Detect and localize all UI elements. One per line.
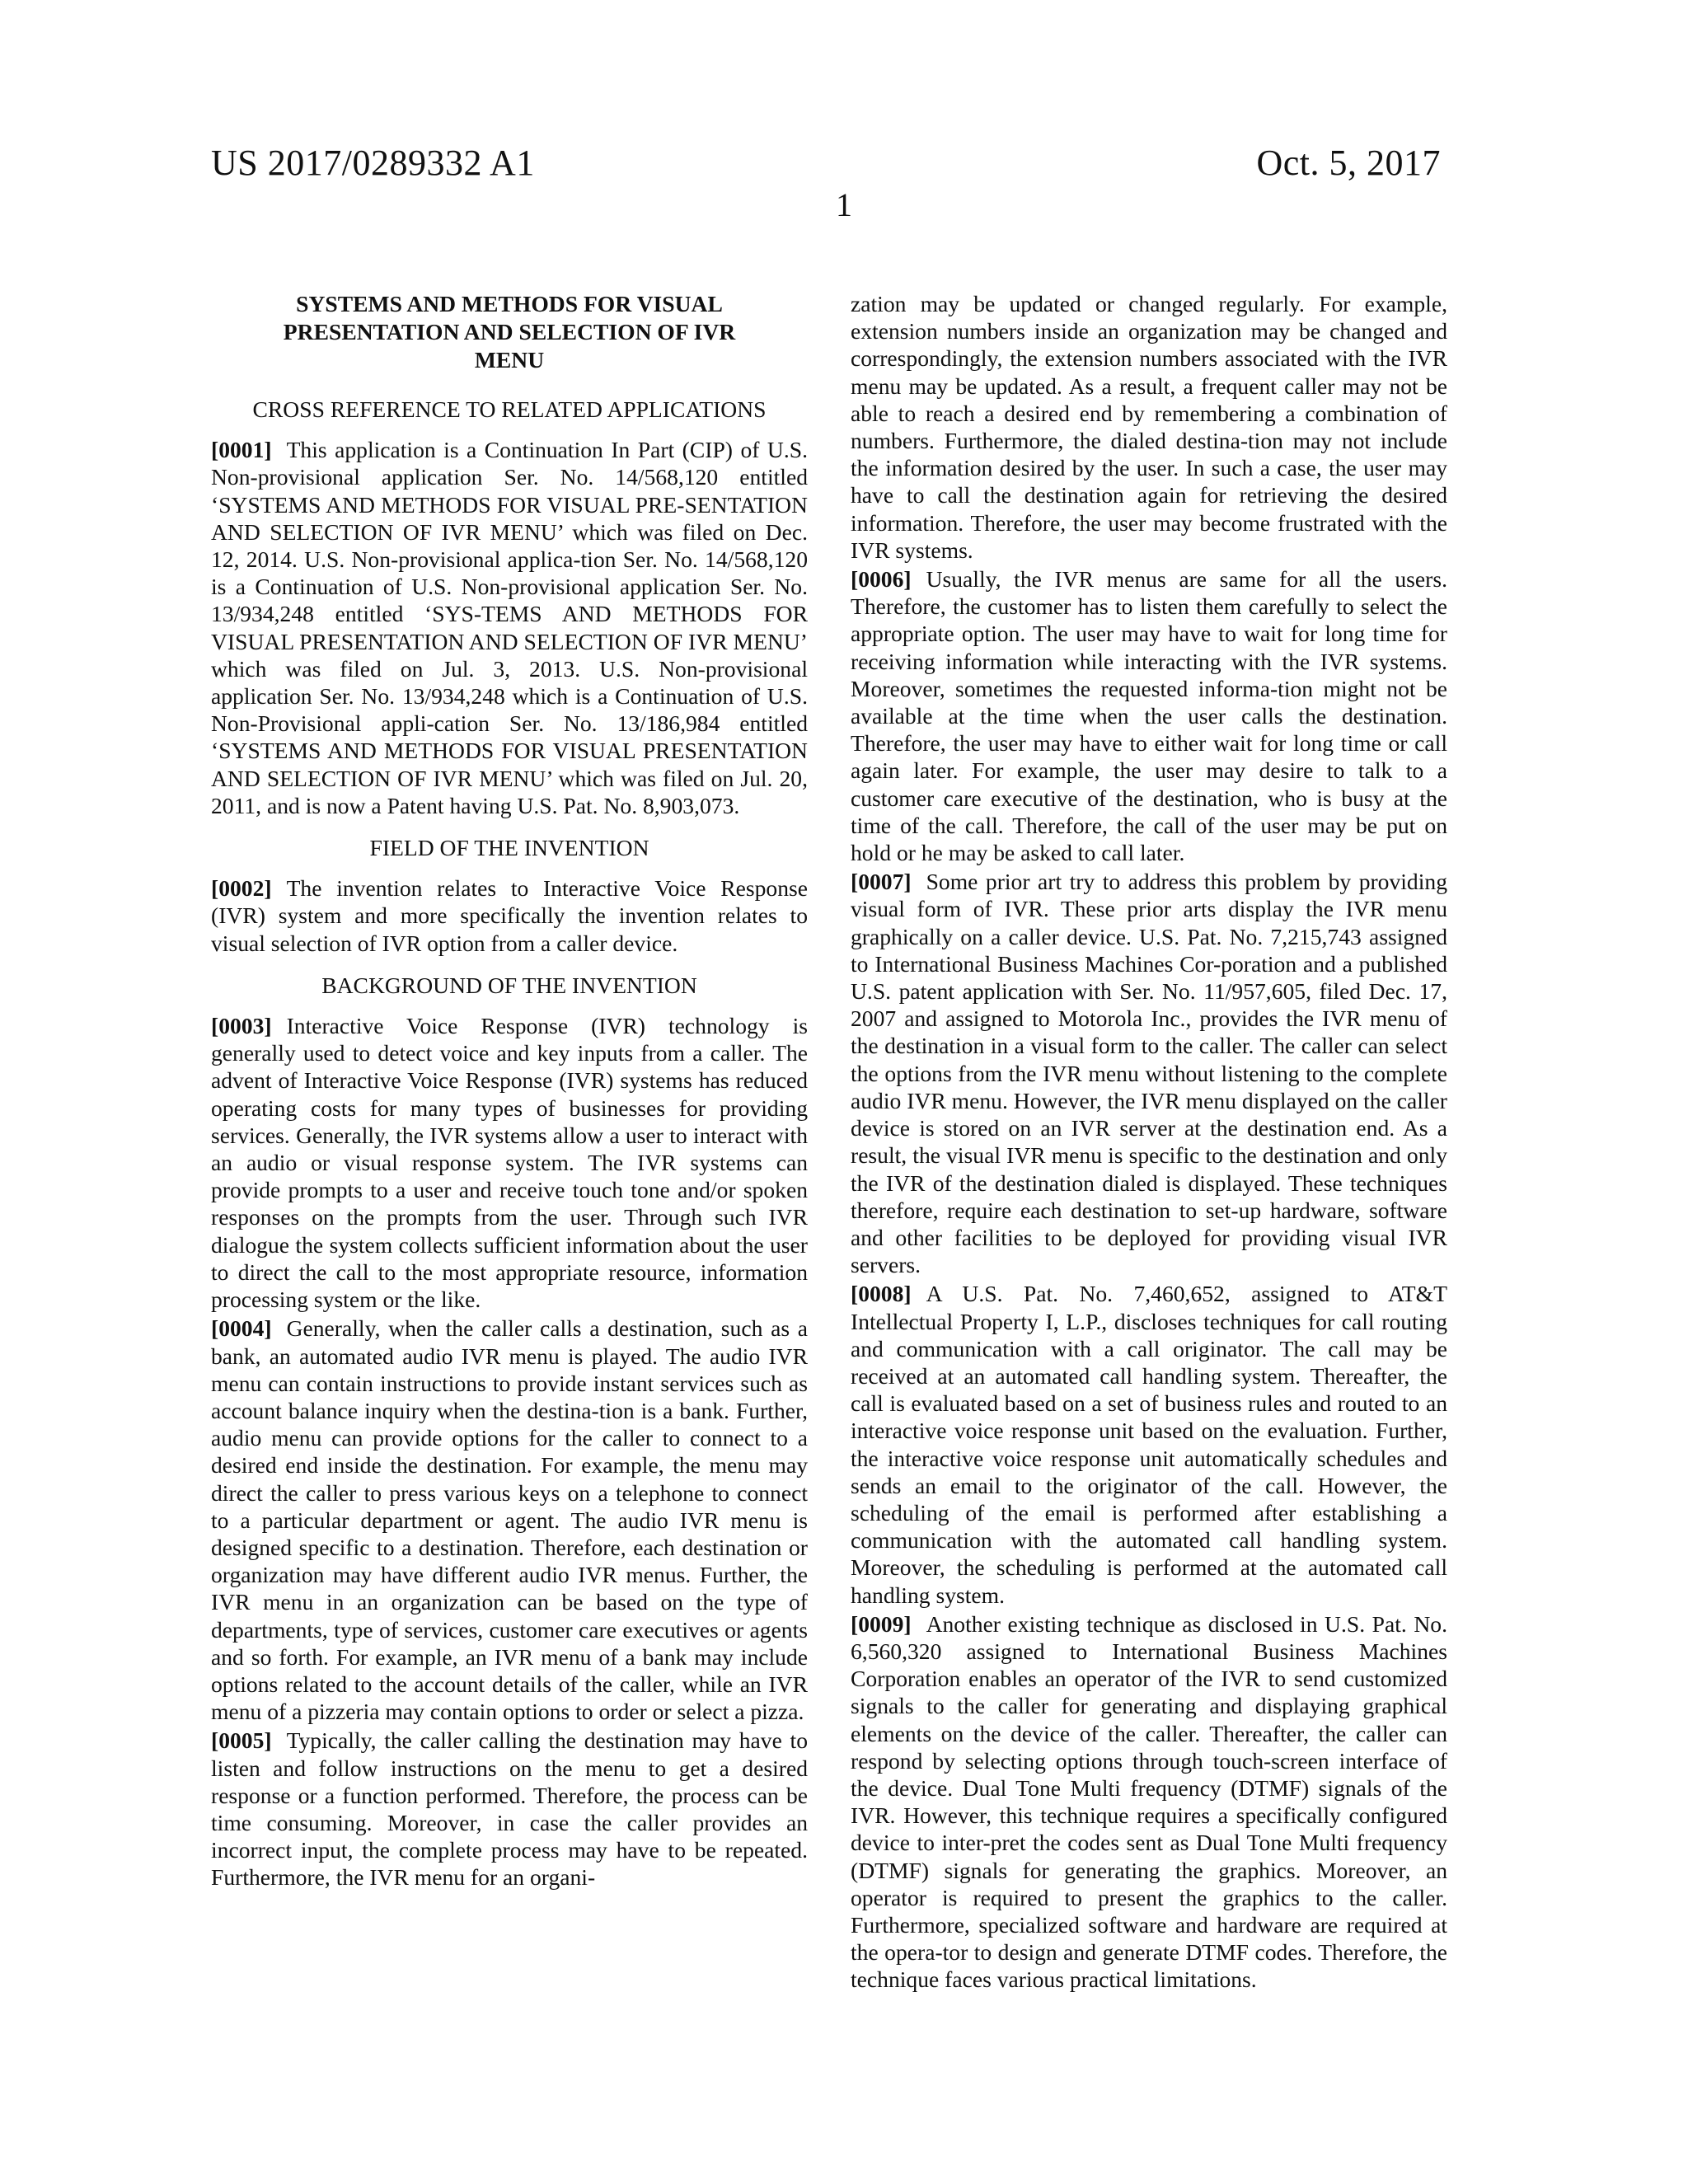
publication-number: US 2017/0289332 A1 xyxy=(211,143,535,183)
paragraph-0002 xyxy=(211,874,808,957)
background-heading: BACKGROUND OF THE INVENTION xyxy=(321,972,697,998)
paragraph-number: [0006] xyxy=(851,566,912,593)
paragraph-0005 xyxy=(211,1727,808,1891)
paragraph-0001 xyxy=(211,436,808,819)
paragraph-number: [0008] xyxy=(851,1281,912,1307)
paragraph-text: Typically, the caller calling the destination may have to listen and follow instructions on the menu to get a desired response or a function performed. Therefore, the process can be time consuming. Moreover, in case the caller provides an incorrect input, the complete process may have to be repeated. Furthermore, the IVR menu for an organi- xyxy=(211,1727,808,1891)
paragraph-0003 xyxy=(211,1012,808,1313)
paragraph-number: [0002] xyxy=(211,875,272,902)
paragraph-number: [0007] xyxy=(851,869,912,895)
paragraph-0004 xyxy=(211,1315,808,1725)
paragraph-text: Usually, the IVR menus are same for all the users. Therefore, the customer has to listen them carefully to select the appropriate option. The user may have to wait for long time for receiving information while interacting with the IVR systems. Moreover, sometimes the requested informa-tion might not be available at the time when the user calls the destination. Therefore, the user may have to either wait for long time or call again later. For example, the user may desire to talk to a customer care executive of the destination, who is busy at the time of the call. Therefore, the call of the user may be put on hold or he may be asked to call later. xyxy=(851,566,1447,866)
paragraph-text: Generally, when the caller calls a destination, such as a bank, an automated audio IVR menu is played. The audio IVR menu can contain instructions to provide instant services such as account balance inquiry when the destina-tion is a bank. Further, audio menu can provide options for the caller to connect to a desired end inside the destination. For example, the menu may direct the caller to press various keys on a telephone to connect to a particular department or agent. The audio IVR menu is designed specific to a destination. Therefore, each destination or organization may have different audio IVR menus. Further, the IVR menu in an organization can be based on the type of departments, type of services, customer care executives or agents and so forth. For example, an IVR menu of a bank may include options related to the account details of the caller, while an IVR menu of a pizzeria may contain options to order or select a pizza. xyxy=(211,1315,808,1725)
paragraph-number: [0005] xyxy=(211,1727,272,1754)
paragraph-0009 xyxy=(851,1610,1447,1994)
paragraph-number: [0009] xyxy=(851,1610,912,1637)
page-number: 1 xyxy=(836,186,852,223)
paragraph-number: [0001] xyxy=(211,437,272,463)
paragraph-text: This application is a Continuation In Part (CIP) of U.S. Non-provisional application Ser. No. 14/568,120 entitled ‘SYSTEMS AND METHODS FOR VISUAL PRE-SENTATION AND SELECTION OF IVR MENU’ which was filed on Dec. 12, 2014. U.S. Non-provisional applica-tion Ser. No. 14/568,120 is a Continuation of U.S. Non-provisional application Ser. No. 13/934,248 entitled ‘SYS-TEMS AND METHODS FOR VISUAL PRESENTATION AND SELECTION OF IVR MENU’ which was filed on Jul. 3, 2013. U.S. Non-provisional application Ser. No. 13/934,248 which is a Continuation of U.S. Non-Provisional appli-cation Ser. No. 13/186,984 entitled ‘SYSTEMS AND METHODS FOR VISUAL PRESENTATION AND SELECTION OF IVR MENU’ which was filed on Jul. 20, 2011, and is now a Patent having U.S. Pat. No. 8,903,073. xyxy=(211,437,808,818)
field-heading: FIELD OF THE INVENTION xyxy=(369,835,649,861)
paragraph-0006 xyxy=(851,565,1447,866)
right-column xyxy=(851,290,1447,1995)
paragraph-text: A U.S. Pat. No. 7,460,652, assigned to AT&T Intellectual Property I, L.P., discloses techniques for call routing and communication with a call originator. The call may be received at an automated call handling system. Thereafter, the call is evaluated based on a set of business rules and routed to an interactive voice response unit based on the evaluation. Further, the interactive voice response unit automatically schedules and sends an email to the originator of the call. However, the scheduling of the email is performed after establishing a communication with the automated call handling system. Moreover, the scheduling is performed at the automated call handling system. xyxy=(851,1281,1447,1608)
paragraph-text: Some prior art try to address this problem by providing visual form of IVR. These prior arts display the IVR menu graphically on a caller device. U.S. Pat. No. 7,215,743 assigned to International Business Machines Cor-poration and a published U.S. patent application with Ser. No. 11/957,605, filed Dec. 17, 2007 and assigned to Motorola Inc., provides the IVR menu of the destination in a visual form to the caller. The caller can select the options from the IVR menu without listening to the complete audio IVR menu. However, the IVR menu displayed on the caller device is stored on an IVR server at the destination end. As a result, the visual IVR menu is specific to the destination and only the IVR of the destination dialed is displayed. These techniques therefore, require each destination to set-up hardware, software and other facilities to be deployed for providing visual IVR servers. xyxy=(851,869,1447,1278)
paragraph-number: [0003] xyxy=(211,1013,272,1039)
paragraph-0008 xyxy=(851,1280,1447,1608)
paragraph-text: zation may be updated or changed regularly. For example, extension numbers inside an organization may be changed and correspondingly, the extension numbers associated with the IVR menu may be updated. As a result, a frequent caller may not be able to reach a desired end by remembering a combination of numbers. Furthermore, the dialed destina-tion may not include the information desired by the user. In such a case, the user may have to call the destination again for retrieving the desired information. Therefore, the user may become frustrated with the IVR systems. xyxy=(851,291,1447,563)
paragraph-text: The invention relates to Interactive Voice Response (IVR) system and more specifically the invention relates to visual selection of IVR option from a caller device. xyxy=(211,875,808,956)
paragraph-0005-continued xyxy=(851,290,1447,564)
cross-reference-heading: CROSS REFERENCE TO RELATED APPLICATIONS xyxy=(252,396,767,422)
paragraph-0007 xyxy=(851,868,1447,1278)
paragraph-text: Another existing technique as disclosed in U.S. Pat. No. 6,560,320 assigned to International Business Machines Corporation enables an operator of the IVR to send customized signals to the caller for generating and displaying graphical elements on the device of the caller. Thereafter, the caller can respond by selecting options through touch-screen interface of the device. Dual Tone Multi frequency (DTMF) signals of the IVR. However, this technique requires a specifically configured device to inter-pret the codes sent as Dual Tone Multi frequency (DTMF) signals for generating the graphics. Moreover, an operator is required to present the graphics to the caller. Furthermore, specialized software and hardware are required at the opera-tor to design and generate DTMF codes. Therefore, the technique faces various practical limitations. xyxy=(851,1610,1447,1993)
left-column xyxy=(211,290,808,1893)
paragraph-number: [0004] xyxy=(211,1315,272,1342)
paragraph-text: Interactive Voice Response (IVR) technology is generally used to detect voice and key inputs from a caller. The advent of Interactive Voice Response (IVR) systems has reduced operating costs for many types of businesses for providing services. Generally, the IVR systems allow a user to interact with an audio or visual response system. The IVR systems can provide prompts to a user and receive touch tone and/or spoken responses on the prompts from the user. Through such IVR dialogue the system collects sufficient information about the user to direct the call to the most appropriate resource, information processing system or the like. xyxy=(211,1013,808,1313)
publication-date: Oct. 5, 2017 xyxy=(1256,143,1441,183)
document-title: SYSTEMS AND METHODS FOR VISUAL PRESENTATION AND SELECTION OF IVR MENU xyxy=(283,291,736,373)
